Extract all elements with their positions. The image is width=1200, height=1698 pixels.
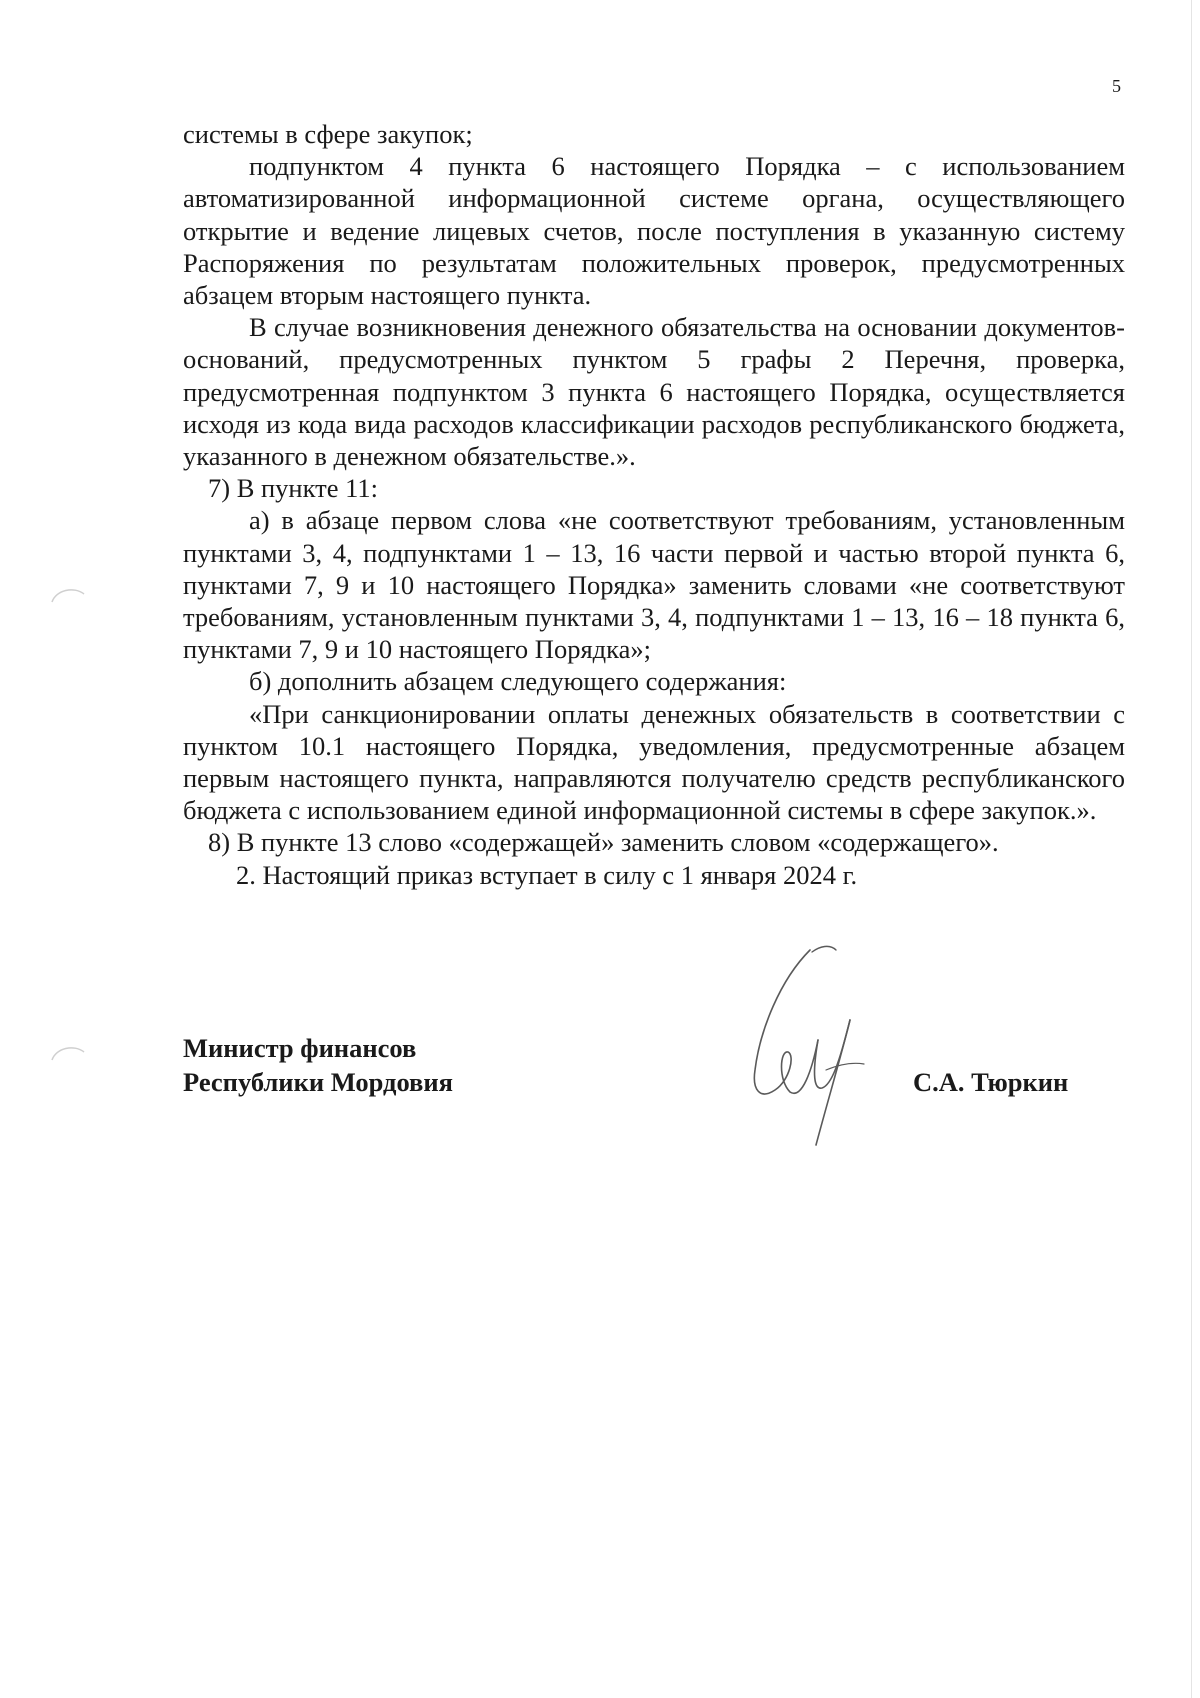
position-line-2: Республики Мордовия (183, 1067, 453, 1097)
position-line-1: Министр финансов (183, 1033, 417, 1063)
paragraph-item-8: 8) В пункте 13 слово «содержащей» заменить словом «содержащего». (208, 827, 999, 858)
paragraph-item-7a: а) в абзаце первом слова «не соответствуют требованиям, установленным пунктами 3, 4, подпунктами 1 – 13, 16 части первой и частью второй пункта 6, пунктами 7, 9 и 10 настоящего Порядка» заменить словами «не соответствуют требованиям, установленным пунктами 3, 4, подпунктами 1 – 13, 16 – 18 пункта 6, пунктами 7, 9 и 10 настоящего Порядка»; (183, 505, 1125, 665)
document-body (183, 118, 1125, 891)
page-number: 5 (1112, 76, 1121, 96)
paragraph-entry-into-force: 2. Настоящий приказ вступает в силу с 1 января 2024 г. (236, 859, 858, 890)
punch-hole-mark-bottom (48, 1040, 88, 1080)
handwritten-signature-icon (740, 940, 890, 1150)
paragraph-item-7b: б) дополнить абзацем следующего содержания: (249, 666, 787, 697)
paragraph-monetary-obligation: В случае возникновения денежного обязательства на основании документов-оснований, предусмотренных пунктом 5 графы 2 Перечня, проверка, предусмотренная подпунктом 3 пункта 6 настоящего Порядка, осуществляется исходя из кода вида расходов классификации расходов республиканского бюджета, указанного в денежном обязательстве.». (183, 312, 1125, 472)
signature-position (183, 1031, 453, 1099)
paragraph-continuation: системы в сфере закупок; (183, 119, 473, 149)
paragraph-item-7: 7) В пункте 11: (208, 473, 378, 504)
paragraph-subpoint-4: подпунктом 4 пункта 6 настоящего Порядка – с использованием автоматизированной информационной системе органа, осуществляющего открытие и ведение лицевых счетов, после поступления в указанную систему Распоряжения по результатам положительных проверок, предусмотренных абзацем вторым настоящего пункта. (183, 151, 1125, 311)
paragraph-new-abzac: «При санкционировании оплаты денежных обязательств в соответствии с пунктом 10.1 настоящего Порядка, уведомления, предусмотренные абзацем первым настоящего пункта, направляются получателю средств республиканского бюджета с использованием единой информационной системы в сфере закупок.». (183, 698, 1125, 826)
signer-name: С.А. Тюркин (913, 1067, 1069, 1097)
scan-edge (1191, 0, 1192, 1698)
punch-hole-mark-top (48, 582, 88, 622)
